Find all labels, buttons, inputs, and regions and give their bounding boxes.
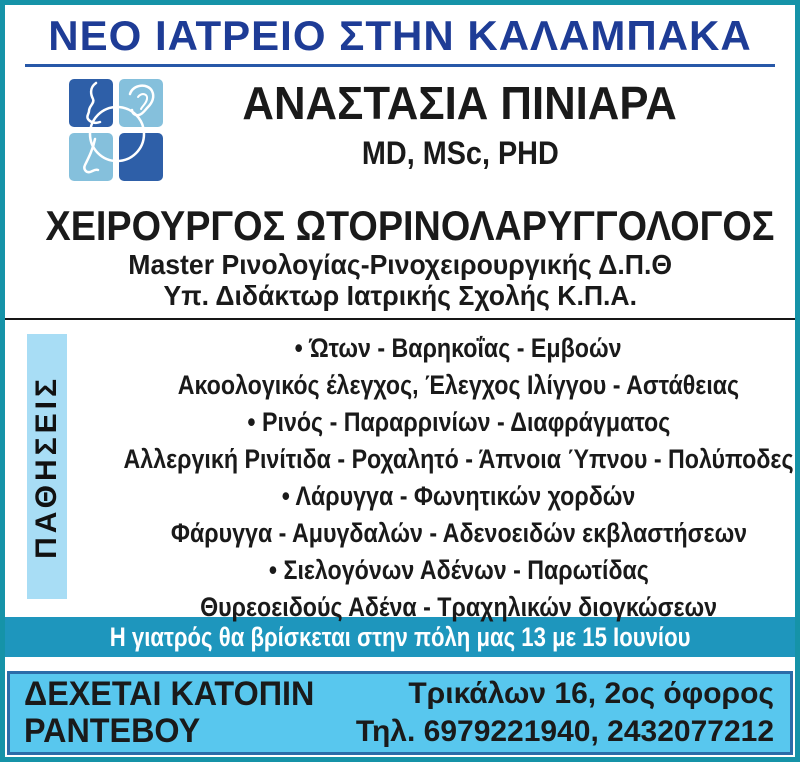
- conditions-section: [5, 320, 795, 622]
- list-item: Αλλεργική Ρινίτιδα - Ροχαλητό - Άπνοια Ύπνου - Πολύποδες: [123, 444, 794, 474]
- page-title: ΝΕΟ ΙΑΤΡΕΙΟ ΣΤΗΝ ΚΑΛΑΜΠΑΚΑ: [48, 12, 752, 59]
- contact-box: [7, 671, 793, 755]
- appointment-line-1: ΔΕΧΕΤΑΙ ΚΑΤΟΠΙΝ: [24, 675, 315, 713]
- doctor-degrees: MD, MSc, PHD: [361, 135, 559, 171]
- title-underline: [25, 64, 775, 67]
- visit-dates-banner: [5, 617, 795, 657]
- list-item: Ακοολογικός έλεγχος, Έλεγχος Ιλίγγου - Αστάθειας: [177, 370, 740, 400]
- doctor-name: ΑΝΑΣΤΑΣΙΑ ΠΙΝΙΑΡΑ: [242, 77, 678, 129]
- address-line: Τρικάλων 16, 2ος όφορος: [408, 677, 774, 710]
- conditions-sidebar: [27, 334, 67, 599]
- list-item: Φάρυγγα - Αμυγδαλών - Αδενοειδών εκβλαστήσεων: [170, 518, 747, 548]
- doctor-credential-1: Master Ρινολογίας-Ρινοχειρουργικής Δ.Π.Θ: [128, 249, 672, 280]
- contact-details: [330, 675, 774, 751]
- list-item: • Ρινός - Παραρρινίων - Διαφράγματος: [247, 407, 670, 437]
- ent-clinic-logo-icon: [67, 77, 167, 187]
- list-item: • Ώτων - Βαρηκοΐας - Εμβοών: [295, 333, 622, 363]
- list-item: Θυρεοειδούς Αδένα - Τραχηλικών διογκώσεων: [200, 592, 718, 622]
- logo-square-face: [69, 79, 113, 127]
- doctor-credential-2: Υπ. Διδάκτωρ Ιατρικής Σχολής Κ.Π.Α.: [163, 280, 637, 311]
- conditions-list: [67, 330, 800, 622]
- appointment-notice: [24, 676, 330, 750]
- doctor-header: [5, 75, 795, 201]
- appointment-line-2: ΡΑΝΤΕΒΟΥ: [24, 712, 201, 750]
- list-item: • Λάρυγγα - Φωνητικών χορδών: [281, 481, 636, 511]
- doctor-specialty: ΧΕΙΡΟΥΡΓΟΣ ΩΤΟΡΙΝΟΛΑΡΥΓΓΟΛΟΓΟΣ: [45, 202, 775, 249]
- visit-dates-text: Η γιατρός θα βρίσκεται στην πόλη μας 13 με 15 Ιουνίου: [109, 622, 691, 652]
- conditions-sidebar-label: ΠΑΘΗΣΕΙΣ: [30, 374, 63, 559]
- list-item: • Σιελογόνων Αδένων - Παρωτίδας: [268, 555, 649, 585]
- logo-square-arc: [119, 133, 163, 181]
- phone-line: Τηλ. 6979221940, 2432077212: [355, 715, 774, 748]
